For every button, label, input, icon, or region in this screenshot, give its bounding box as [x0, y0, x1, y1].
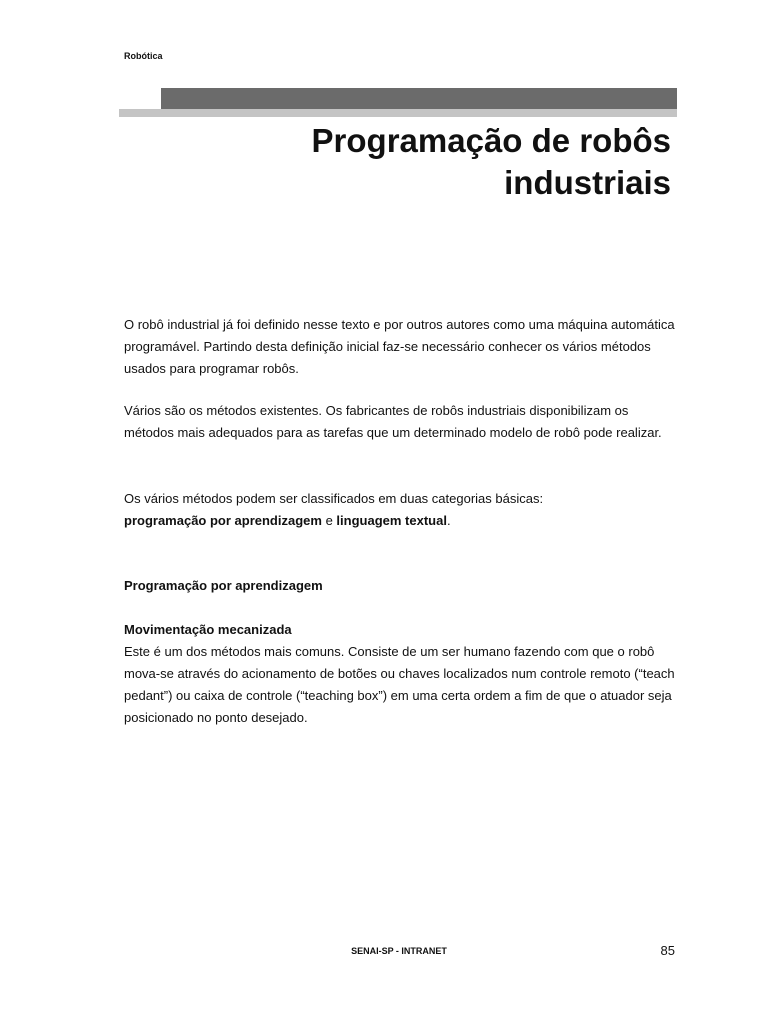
- term-conjunction: e: [321, 513, 337, 528]
- chapter-title-line-1: Programação de robôs: [311, 122, 671, 159]
- categories-paragraph: [124, 488, 679, 532]
- term-linguagem-textual: linguagem textual: [336, 513, 447, 528]
- categories-intro: Os vários métodos podem ser classificados em duas categorias básicas:: [124, 491, 544, 506]
- categories-end: .: [446, 513, 451, 528]
- mechanized-movement-paragraph: Este é um dos métodos mais comuns. Consiste de um ser humano fazendo com que o robô mova-se através do acionamento de botões ou chaves localizados num controle remoto (“teach pedant”) ou caixa de controle (“teaching box”) em uma certa ordem a fim de que o atuador seja posicionado no ponto desejado.: [124, 644, 675, 725]
- header-bar-dark: [161, 88, 677, 109]
- page-number: 85: [660, 943, 675, 958]
- chapter-title: [151, 120, 671, 204]
- subsection-heading: Movimentação mecanizada: [124, 622, 292, 637]
- methods-paragraph: Vários são os métodos existentes. Os fabricantes de robôs industriais disponibilizam os métodos mais adequados para as tarefas que um determinado modelo de robô pode realizar.: [124, 403, 662, 440]
- chapter-title-line-2: industriais: [504, 164, 671, 201]
- running-header: Robótica: [124, 51, 163, 61]
- term-programacao-aprendizagem: programação por aprendizagem: [124, 513, 322, 528]
- header-bar-light: [119, 109, 677, 117]
- section-heading: Programação por aprendizagem: [124, 578, 323, 593]
- intro-paragraph: O robô industrial já foi definido nesse texto e por outros autores como uma máquina automática programável. Partindo desta definição inicial faz-se necessário conhecer os vários métodos usados para programar robôs.: [124, 317, 675, 376]
- footer-publisher: SENAI-SP - INTRANET: [351, 946, 447, 956]
